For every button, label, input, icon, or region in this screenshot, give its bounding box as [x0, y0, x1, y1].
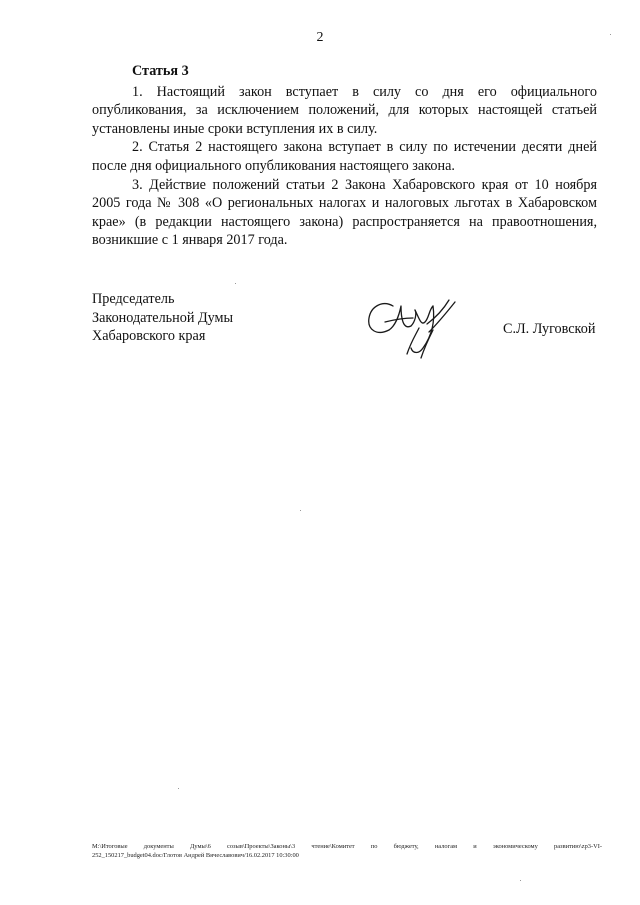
- scan-speck: [520, 880, 521, 881]
- position-line-2: Законодательной Думы: [92, 309, 234, 326]
- handwritten-signature: [363, 292, 473, 362]
- page-number: 2: [316, 30, 324, 45]
- scan-speck: [178, 788, 179, 789]
- article-paragraph-3: 3. Действие положений статьи 2 Закона Хабаровского края от 10 ноября 2005 года № 308 «О региональных налогах и налоговых льготах в Хабаровском крае» (в редакции настоящего закона) распространяется на правоотношения, возникшие с 1 января 2017 года.: [92, 176, 597, 249]
- scan-speck: [300, 510, 301, 511]
- footer-path-line-1: М:\Итоговые документы Думы\6 созыв\Проекты\Законы\3 чтение\Комитет по бюджету, налогам и экономическому развитию\zp3-VI-: [92, 843, 602, 850]
- scan-speck: [235, 283, 236, 284]
- scan-speck: [610, 34, 611, 35]
- document-footer: [92, 843, 602, 860]
- article-title: Статья 3: [132, 63, 189, 79]
- article-paragraph-1: 1. Настоящий закон вступает в силу со дня его официального опубликования, за исключением положений, для которых настоящей статьей установлены иные сроки вступления их в силу.: [92, 83, 597, 137]
- article-paragraph-2: 2. Статья 2 настоящего закона вступает в силу по истечении десяти дней после дня официального опубликования настоящего закона.: [92, 139, 597, 174]
- signatory-position: [92, 290, 233, 346]
- position-line-1: Председатель: [92, 291, 175, 307]
- position-line-3: Хабаровского края: [92, 328, 206, 345]
- footer-path-line-2: 252_150217_budget04.doc/Глотов Андрей Вячеславович/16.02.2017 10:30:00: [92, 851, 299, 859]
- article-3: [92, 62, 597, 250]
- signer-name: С.Л. Луговской: [503, 321, 596, 337]
